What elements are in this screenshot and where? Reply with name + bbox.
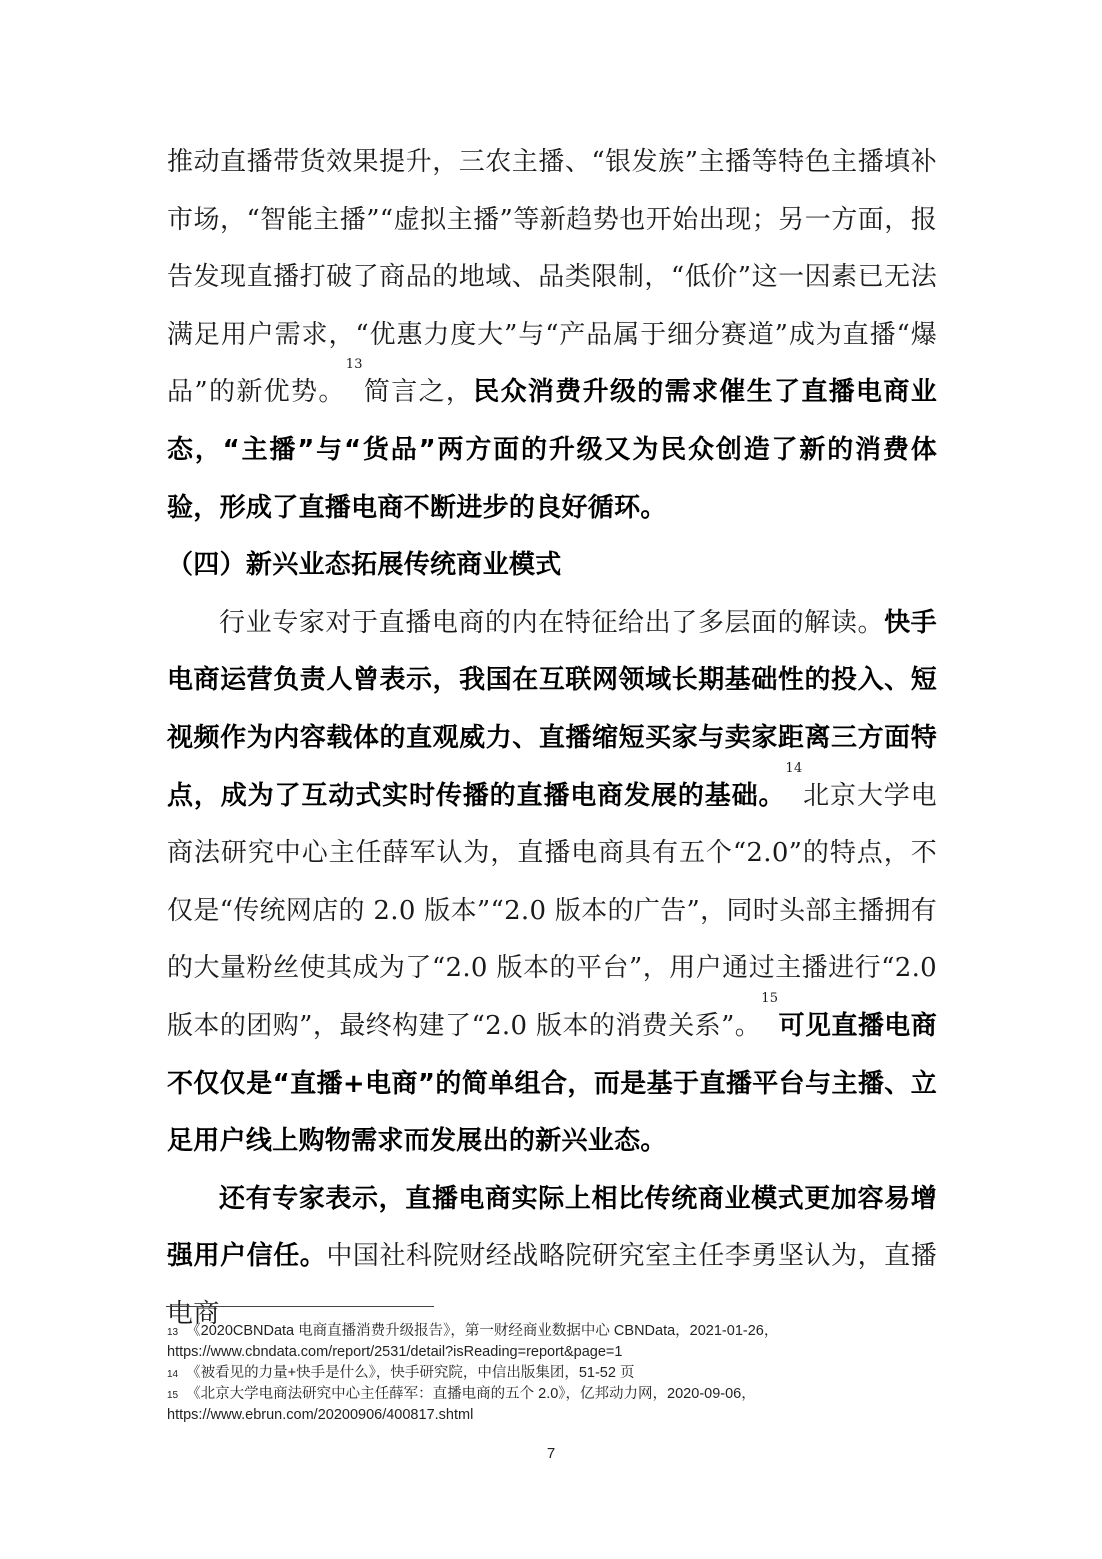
footnote-14 xyxy=(167,1363,947,1384)
section-heading: （四）新兴业态拓展传统商业模式 xyxy=(167,550,562,581)
footnote-number: 13 xyxy=(167,1327,179,1338)
paragraph-2 xyxy=(167,595,937,1171)
footnote-number: 15 xyxy=(167,1390,179,1401)
footnote-separator xyxy=(166,1306,434,1307)
footnote-text: 《被看见的力量+快手是什么》，快手研究院，中信出版集团，51-52 页 xyxy=(186,1365,635,1381)
paragraph-2-text-2: 北京大学电商法研究中心主任薛军认为，直播电商具有五个“2.0”的特点，不仅是“传统网店的 2.0 版本”“2.0 版本的广告”，同时头部主播拥有的大量粉丝使其成为了“2.0 版本的平台”，用户通过主播进行“2.0 版本的团购”，最终构建了“2.0 版本的消费关系”。 xyxy=(167,780,937,1041)
footnote-13 xyxy=(167,1321,947,1363)
footnote-text: 《北京大学电商法研究中心主任薛军：直播电商的五个 2.0》，亿邦动力网，2020-09-06，https://www.ebrun.com/20200906/400817.shtml xyxy=(167,1386,756,1423)
paragraph-2-text: 行业专家对于直播电商的内在特征给出了多层面的解读。 xyxy=(219,607,885,638)
paragraph-3 xyxy=(167,1171,937,1344)
footnote-text: 《2020CBNData 电商直播消费升级报告》，第一财经商业数据中心 CBNData，2021-01-26，https://www.cbndata.com/report/2531/detail?isReading=report&page=1 xyxy=(167,1323,779,1360)
footnote-ref-15[interactable]: 15 xyxy=(761,990,779,1006)
footnote-ref-13[interactable]: 13 xyxy=(345,357,363,373)
paragraph-2-bold-statement: 快手电商运营负责人曾表示，我国在互联网领域长期基础性的投入、短视频作为内容载体的直观威力、直播缩短买家与卖家距离三方面特点，成为了互动式实时传播的直播电商发展的基础。 xyxy=(167,607,937,811)
page-number: 7 xyxy=(546,1445,556,1462)
paragraph-2-bold-conclusion: 可见直播电商不仅仅是“直播+电商”的简单组合，而是基于直播平台与主播、立足用户线上购物需求而发展出的新兴业态。 xyxy=(167,1010,937,1157)
paragraph-1-text-2: 简言之， xyxy=(362,377,474,408)
paragraph-3-text: 中国社科院财经战略院研究室主任李勇坚认为，直播电商 xyxy=(167,1241,937,1329)
paragraph-1 xyxy=(167,134,937,537)
footnotes xyxy=(167,1321,947,1426)
footnote-ref-14[interactable]: 14 xyxy=(785,760,803,776)
body-text xyxy=(167,134,937,1343)
paragraph-1-text: 推动直播带货效果提升，三农主播、“银发族”主播等特色主播填补市场，“智能主播”“虚拟主播”等新趋势也开始出现；另一方面，报告发现直播打破了商品的地域、品类限制，“低价”这一因素已无法满足用户需求，“优惠力度大”与“产品属于细分赛道”成为直播“爆品”的新优势。 xyxy=(167,147,937,408)
paragraph-1-bold-conclusion: 民众消费升级的需求催生了直播电商业态，“主播”与“货品”两方面的升级又为民众创造了新的消费体验，形成了直播电商不断进步的良好循环。 xyxy=(167,377,937,523)
paragraph-3-bold-statement: 还有专家表示，直播电商实际上相比传统商业模式更加容易增强用户信任。 xyxy=(167,1183,937,1272)
footnote-number: 14 xyxy=(167,1369,179,1380)
footnote-15 xyxy=(167,1384,947,1426)
